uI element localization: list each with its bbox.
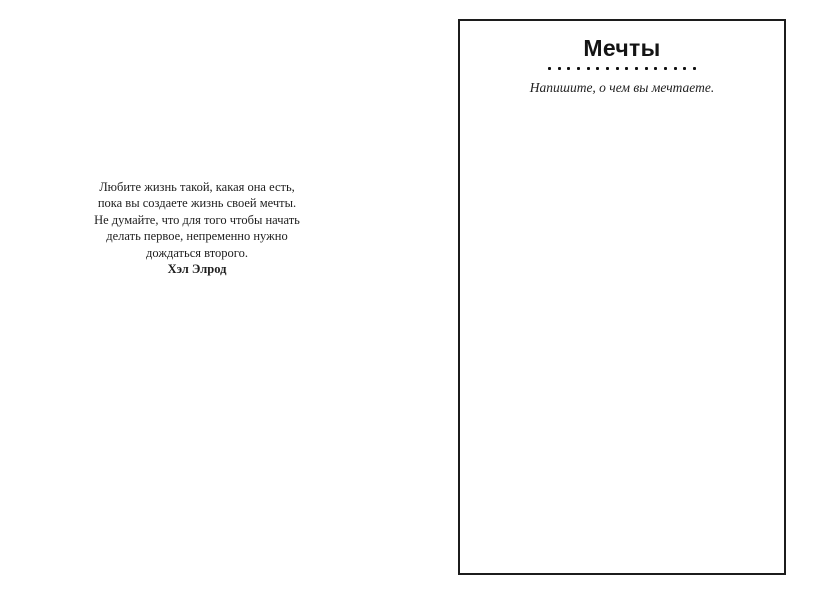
divider-dot xyxy=(577,67,580,70)
quote-block xyxy=(88,179,306,277)
divider-dot xyxy=(606,67,609,70)
divider-dot xyxy=(587,67,590,70)
divider-dot xyxy=(616,67,619,70)
writing-area xyxy=(460,96,784,573)
dotted-divider xyxy=(548,67,696,70)
divider-dot xyxy=(596,67,599,70)
quote-line: Не думайте, что для того чтобы начать xyxy=(94,212,300,227)
divider-dot xyxy=(645,67,648,70)
quote-line: пока вы создаете жизнь своей мечты. xyxy=(97,196,297,211)
divider-dot xyxy=(558,67,561,70)
journal-page-frame xyxy=(458,19,786,575)
page-prompt: Напишите, о чем вы мечтаете. xyxy=(529,80,715,95)
divider-dot xyxy=(683,67,686,70)
divider-dot xyxy=(548,67,551,70)
divider-dot xyxy=(567,67,570,70)
right-page xyxy=(408,0,815,600)
divider-dot xyxy=(654,67,657,70)
divider-dot xyxy=(664,67,667,70)
divider-dot xyxy=(635,67,638,70)
divider-dot xyxy=(625,67,628,70)
page-title: Мечты xyxy=(583,35,661,61)
divider-dot xyxy=(674,67,677,70)
quote-line: дождаться второго. xyxy=(146,245,248,260)
quote-line: Любите жизнь такой, какая она есть, xyxy=(99,180,295,194)
divider-dot xyxy=(693,67,696,70)
quote-author: Хэл Элрод xyxy=(167,262,227,277)
quote-line: делать первое, непременно нужно xyxy=(106,229,288,244)
